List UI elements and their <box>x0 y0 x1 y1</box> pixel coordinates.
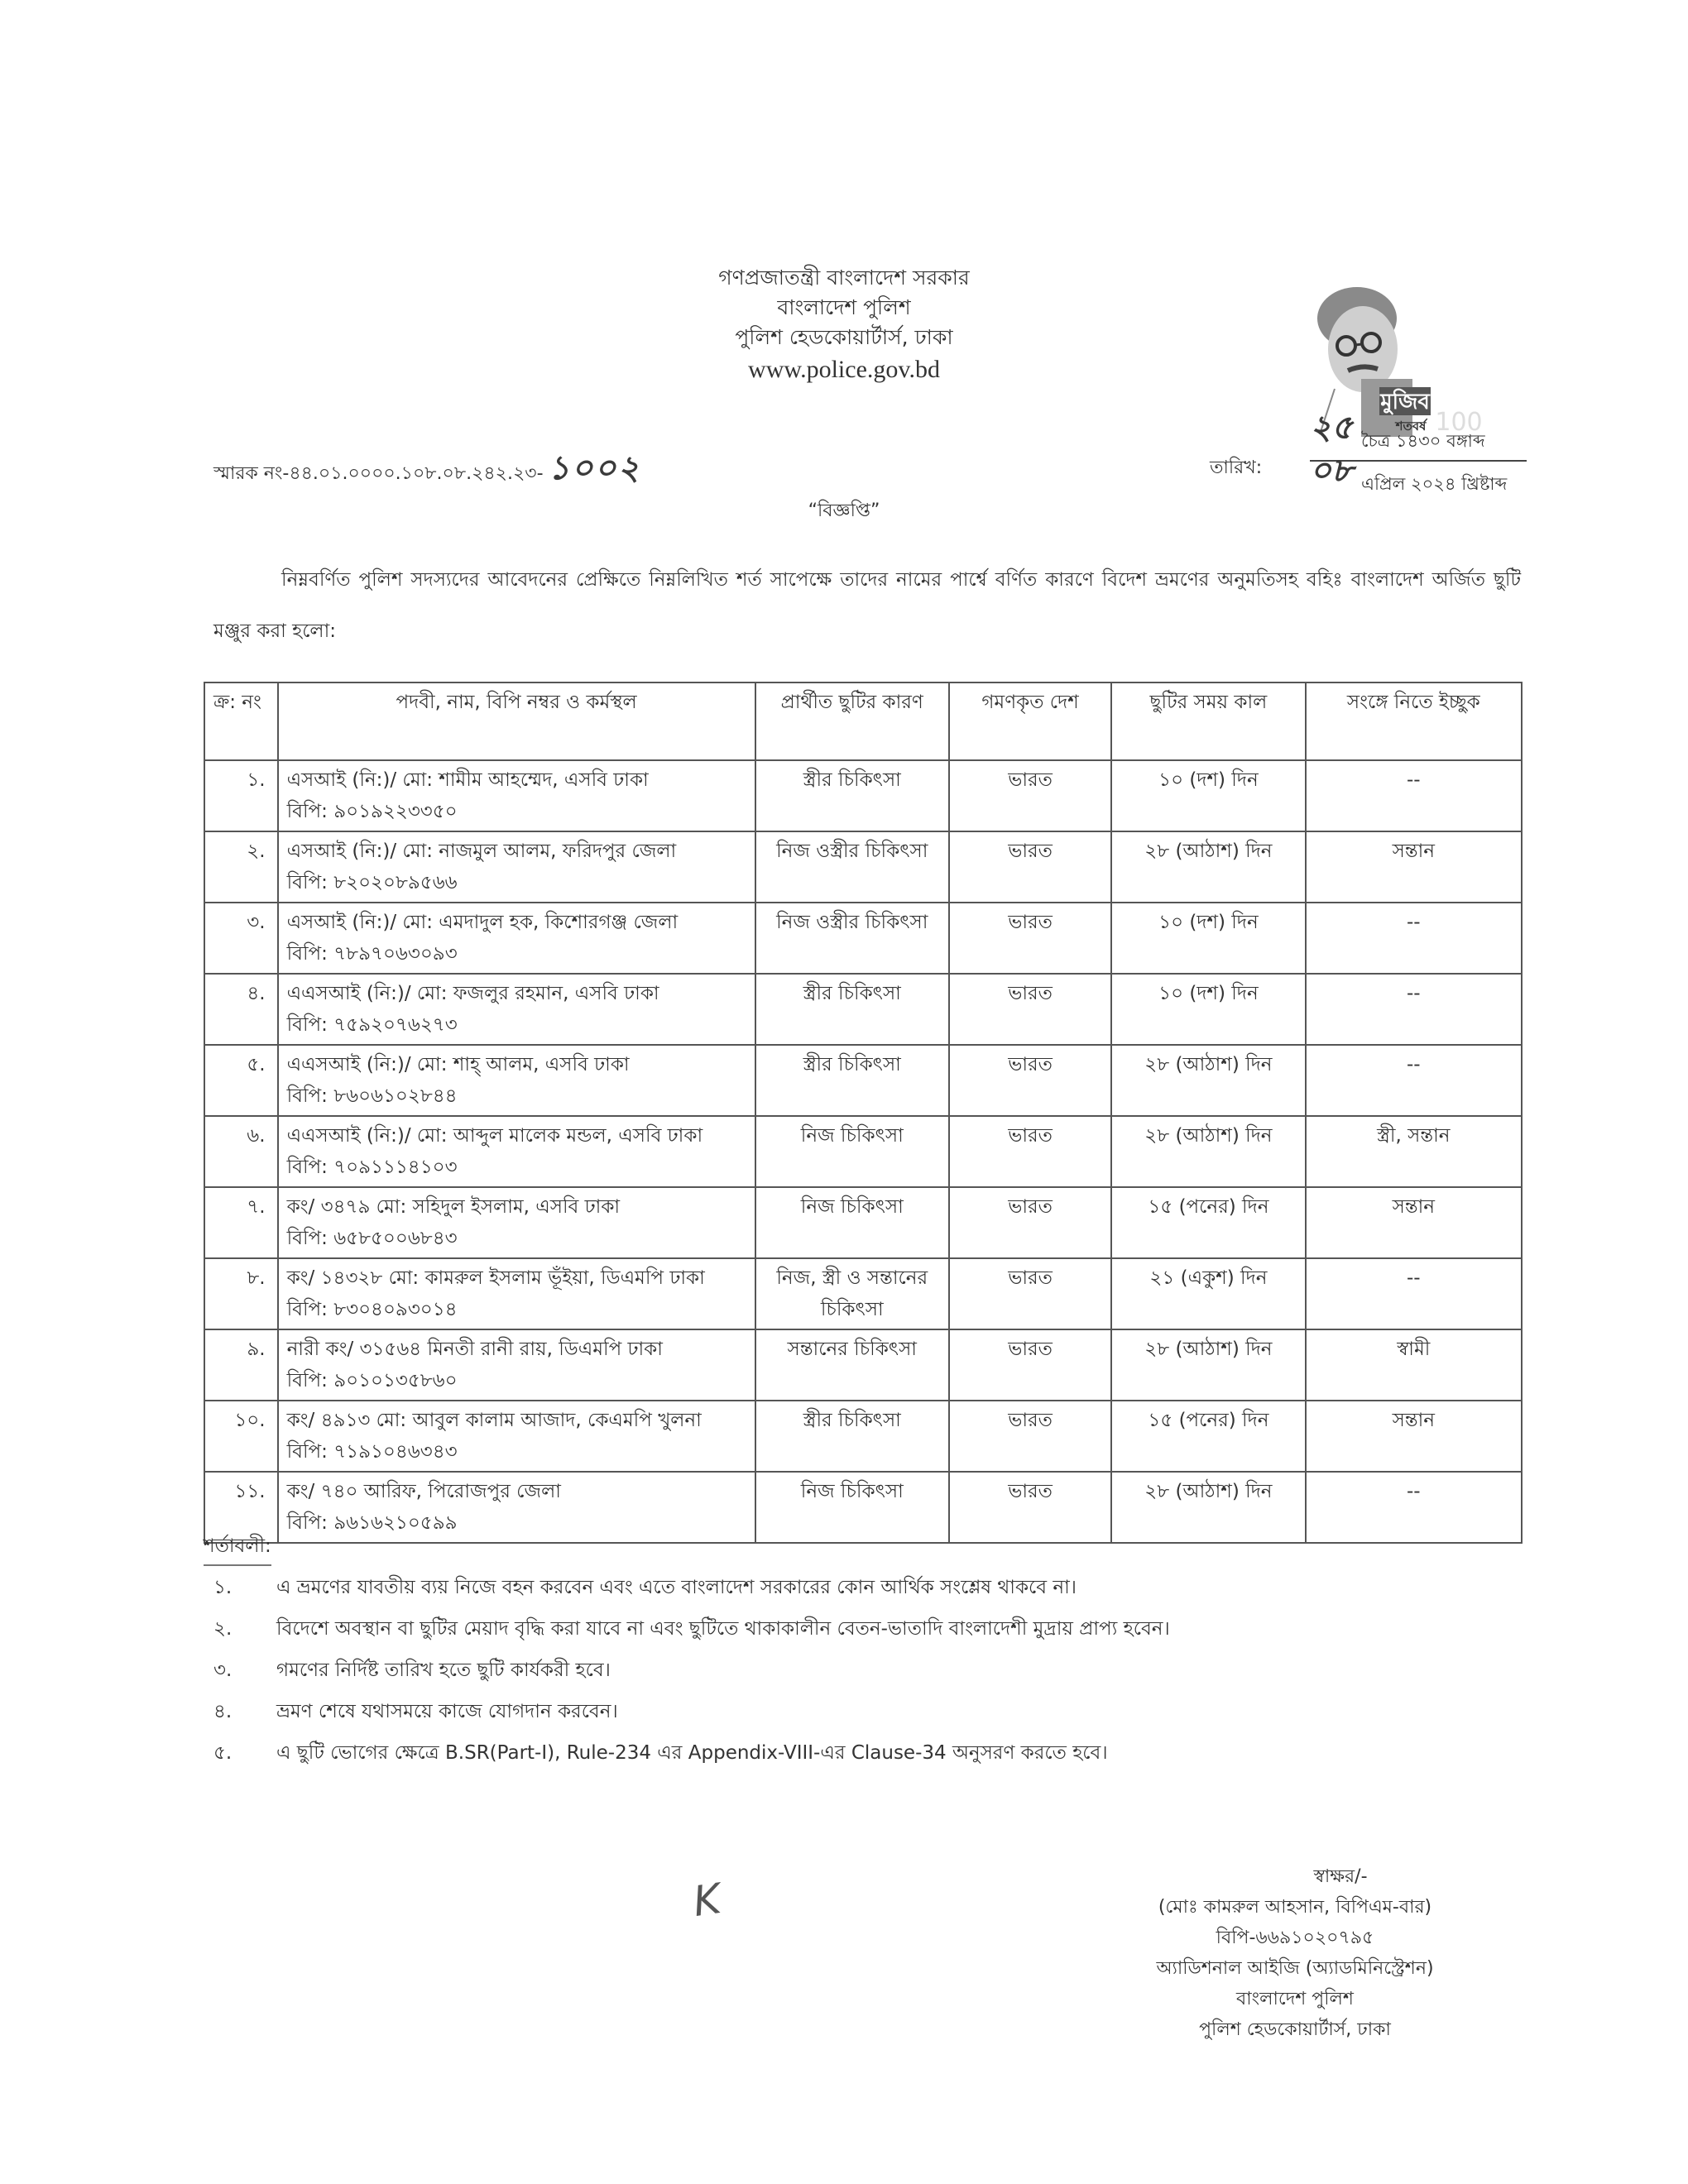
table-row <box>204 1401 1522 1472</box>
signatory-org: বাংলাদেশ পুলিশ <box>1236 1989 1354 2009</box>
cell-reason <box>755 1187 949 1258</box>
leave-period: ২৮ (আঠাশ) দিন <box>1144 1054 1273 1075</box>
office-name: পুলিশ হেডকোয়ার্টার্স, ঢাকা <box>735 325 953 349</box>
leave-period: ২৮ (আঠাশ) দিন <box>1144 1339 1273 1360</box>
leave-reason: স্ত্রীর চিকিৎসা <box>803 1410 901 1431</box>
member-name: এসআই (নি:)/ মো: নাজমুল আলম, ফরিদপুর জেলা <box>286 841 677 862</box>
logo-text-num: 100 <box>1435 408 1483 437</box>
conditions-list <box>213 1567 1554 1774</box>
cell-country <box>949 1472 1111 1543</box>
leave-reason: নিজ ওস্ত্রীর চিকিৎসা <box>776 841 928 862</box>
english-date <box>1310 452 1527 500</box>
govt-name: গণপ্রজাতন্ত্রী বাংলাদেশ সরকার <box>718 266 970 290</box>
cell-period <box>1111 903 1305 974</box>
destination-country: ভারত <box>1008 1410 1053 1431</box>
member-name: এসআই (নি:)/ মো: শামীম আহম্মেদ, এসবি ঢাকা <box>286 769 649 791</box>
signatory-bp: বিপি-৬৬৯১০২০৭৯৫ <box>1216 1928 1374 1948</box>
companion: স্বামী <box>1397 1339 1431 1360</box>
cell-name <box>278 974 755 1045</box>
cell-companion <box>1306 1401 1522 1472</box>
cell-serial <box>204 1401 278 1472</box>
member-bp: বিপি: ৯০১০১৩৫৮৬০ <box>286 1370 458 1391</box>
cell-companion <box>1306 1258 1522 1329</box>
companion: সন্তান <box>1392 1410 1436 1431</box>
cell-name <box>278 1116 755 1187</box>
cell-name <box>278 1258 755 1329</box>
memo-prefix: স্মারক নং-৪৪.০১.০০০০.১০৮.০৮.২৪২.২৩- <box>213 463 544 484</box>
leave-reason: স্ত্রীর চিকিৎসা <box>803 1054 901 1075</box>
destination-country: ভারত <box>1008 1054 1053 1075</box>
condition-number: ২. <box>213 1618 233 1640</box>
companion: স্ত্রী, সন্তান <box>1377 1125 1451 1147</box>
leave-period: ১০ (দশ) দিন <box>1158 912 1259 933</box>
cell-name <box>278 760 755 831</box>
table-row <box>204 974 1522 1045</box>
member-name: এএসআই (নি:)/ মো: আব্দুল মালেক মন্ডল, এসবি ঢাকা <box>286 1125 703 1147</box>
signatory-name: (মোঃ কামরুল আহসান, বিপিএম-বার) <box>1158 1897 1432 1918</box>
memo-handwritten-number: ১০০২ <box>548 449 641 487</box>
serial-number: ৭. <box>247 1196 266 1218</box>
member-bp: বিপি: ৬৫৮৫০০৬৮৪৩ <box>286 1228 458 1249</box>
cell-period <box>1111 1258 1305 1329</box>
cell-name <box>278 831 755 903</box>
table-row <box>204 760 1522 831</box>
cell-period <box>1111 1329 1305 1401</box>
header-reason: প্রার্থীত ছুটির কারণ <box>755 682 949 760</box>
leave-period: ১০ (দশ) দিন <box>1158 769 1259 791</box>
cell-companion <box>1306 1472 1522 1543</box>
serial-number: ১১. <box>234 1481 266 1502</box>
cell-period <box>1111 1187 1305 1258</box>
cell-name <box>278 1401 755 1472</box>
leave-period: ১৫ (পনের) দিন <box>1148 1410 1269 1431</box>
leave-reason: নিজ ওস্ত্রীর চিকিৎসা <box>776 912 928 933</box>
english-date-rest: এপ্রিল ২০২৪ খ্রিষ্টাব্দ <box>1360 474 1508 494</box>
website-link[interactable]: www.police.gov.bd <box>748 356 940 383</box>
cell-companion <box>1306 831 1522 903</box>
cell-country <box>949 974 1111 1045</box>
cell-reason <box>755 1045 949 1116</box>
leave-reason: নিজ চিকিৎসা <box>800 1196 904 1218</box>
cell-country <box>949 831 1111 903</box>
cell-reason <box>755 760 949 831</box>
serial-number: ১০. <box>234 1410 266 1431</box>
cell-period <box>1111 760 1305 831</box>
cell-companion <box>1306 760 1522 831</box>
header-country: গমণকৃত দেশ <box>949 682 1111 760</box>
leave-period: ২৮ (আঠাশ) দিন <box>1144 841 1273 862</box>
cell-reason <box>755 903 949 974</box>
member-bp: বিপি: ৭৫৯২০৭৬২৭৩ <box>286 1014 458 1036</box>
date-label: তারিখ: <box>1210 457 1263 478</box>
condition-number: ৫. <box>213 1742 233 1764</box>
member-bp: বিপি: ৮৩০৪০৯৩০১৪ <box>286 1299 458 1320</box>
cell-serial <box>204 1045 278 1116</box>
leave-period: ১০ (দশ) দিন <box>1158 983 1259 1004</box>
table-header-row <box>204 682 1522 760</box>
header-period: ছুটির সময় কাল <box>1111 682 1305 760</box>
condition-text: এ ছুটি ভোগের ক্ষেত্রে B.SR(Part-I), Rule-234 এর Appendix-VIII-এর Clause-34 অনুসরণ করতে হবে। <box>276 1742 1108 1764</box>
companion: -- <box>1407 769 1421 791</box>
english-date-day: ০৮ <box>1310 452 1353 490</box>
companion: -- <box>1407 1267 1421 1289</box>
serial-number: ৫. <box>247 1054 266 1075</box>
companion: সন্তান <box>1392 841 1436 862</box>
cell-reason <box>755 831 949 903</box>
cell-reason <box>755 1116 949 1187</box>
companion: -- <box>1407 1054 1421 1075</box>
header-companion: সংঙ্গে নিতে ইচ্ছুক <box>1306 682 1522 760</box>
logo-text-main: মুজিব <box>1380 390 1430 414</box>
cell-country <box>949 903 1111 974</box>
serial-number: ২. <box>247 841 266 862</box>
table-row <box>204 1329 1522 1401</box>
condition-number: ১. <box>213 1577 233 1598</box>
table-row <box>204 1116 1522 1187</box>
table-row <box>204 1187 1522 1258</box>
serial-number: ৩. <box>247 912 266 933</box>
cell-reason <box>755 1258 949 1329</box>
cell-name <box>278 1187 755 1258</box>
condition-text: এ ভ্রমণের যাবতীয় ব্যয় নিজে বহন করবেন এবং এতে বাংলাদেশ সরকারের কোন আর্থিক সংশ্লেষ থাকবে না। <box>276 1577 1077 1598</box>
cell-country <box>949 1258 1111 1329</box>
cell-country <box>949 1329 1111 1401</box>
intro-paragraph: নিম্নবর্ণিত পুলিশ সদস্যদের আবেদনের প্রেক্ষিতে নিম্নলিখিত শর্ত সাপেক্ষে তাদের নামের পার্শ্বে বর্ণিত কারণে বিদেশ ভ্রমণের অনুমতিসহ বহিঃ বাংলাদেশ অর্জিত ছুটি মঞ্জুর করা হলো: <box>213 569 1521 642</box>
serial-number: ৪. <box>247 983 266 1004</box>
conditions-title: শর্তাবলী: <box>204 1530 271 1566</box>
cell-period <box>1111 974 1305 1045</box>
bangla-date-day: ২৫ <box>1310 409 1353 447</box>
leave-reason: স্ত্রীর চিকিৎসা <box>803 769 901 791</box>
cell-name <box>278 903 755 974</box>
org-name: বাংলাদেশ পুলিশ <box>777 295 911 319</box>
destination-country: ভারত <box>1008 1267 1053 1289</box>
condition-text: গমণের নির্দিষ্ট তারিখ হতে ছুটি কার্যকরী হবে। <box>276 1660 611 1681</box>
leave-reason: নিজ, স্ত্রী ও সন্তানের চিকিৎসা <box>776 1267 928 1320</box>
condition-text: বিদেশে অবস্থান বা ছুটির মেয়াদ বৃদ্ধি করা যাবে না এবং ছুটিতে থাকাকালীন বেতন-ভাতাদি বাংলাদেশী মুদ্রায় প্রাপ্য হবেন। <box>276 1618 1170 1640</box>
cell-companion <box>1306 1329 1522 1401</box>
bangla-date-rest: চৈত্র ১৪৩০ বঙ্গাব্দ <box>1360 431 1485 451</box>
cell-name <box>278 1472 755 1543</box>
cell-period <box>1111 831 1305 903</box>
cell-country <box>949 1045 1111 1116</box>
serial-number: ৯. <box>247 1339 266 1360</box>
condition-item <box>213 1567 1554 1608</box>
serial-number: ১. <box>247 769 266 791</box>
table-row <box>204 831 1522 903</box>
member-bp: বিপি: ৮২০২০৮৯৫৬৬ <box>286 872 458 893</box>
leave-period: ২৮ (আঠাশ) দিন <box>1144 1125 1273 1147</box>
leave-period: ২৮ (আঠাশ) দিন <box>1144 1481 1273 1502</box>
condition-item <box>213 1650 1554 1691</box>
cell-serial <box>204 903 278 974</box>
table-row <box>204 903 1522 974</box>
date-block <box>1310 409 1527 500</box>
destination-country: ভারত <box>1008 1125 1053 1147</box>
signatory-designation: অ্যাডিশনাল আইজি (অ্যাডমিনিস্ট্রেশন) <box>1156 1958 1434 1979</box>
destination-country: ভারত <box>1008 912 1053 933</box>
cell-companion <box>1306 1187 1522 1258</box>
cell-country <box>949 1116 1111 1187</box>
destination-country: ভারত <box>1008 983 1053 1004</box>
cell-serial <box>204 974 278 1045</box>
cell-period <box>1111 1472 1305 1543</box>
destination-country: ভারত <box>1008 1339 1053 1360</box>
member-bp: বিপি: ৭১৯১০৪৬৩৪৩ <box>286 1441 458 1463</box>
member-bp: বিপি: ৯০১৯২২৩৩৫০ <box>286 801 458 822</box>
member-name: নারী কং/ ৩১৫৬৪ মিনতী রানী রায়, ডিএমপি ঢাকা <box>286 1339 663 1360</box>
cell-period <box>1111 1045 1305 1116</box>
cell-serial <box>204 1329 278 1401</box>
condition-text: ভ্রমণ শেষে যথাসময়ে কাজে যোগদান করবেন। <box>276 1701 618 1722</box>
condition-item <box>213 1732 1554 1774</box>
condition-item <box>213 1608 1554 1650</box>
cell-companion <box>1306 1045 1522 1116</box>
leave-period: ২১ (একুশ) দিন <box>1149 1267 1268 1289</box>
member-name: এসআই (নি:)/ মো: এমদাদুল হক, কিশোরগঞ্জ জেলা <box>286 912 679 933</box>
leave-reason: নিজ চিকিৎসা <box>800 1481 904 1502</box>
member-name: কং/ ৩৪৭৯ মো: সহিদুল ইসলাম, এসবি ঢাকা <box>286 1196 621 1218</box>
destination-country: ভারত <box>1008 769 1053 791</box>
serial-number: ৬. <box>247 1125 266 1147</box>
cell-reason <box>755 1472 949 1543</box>
cell-reason <box>755 1329 949 1401</box>
cell-serial <box>204 1258 278 1329</box>
member-bp: বিপি: ৭০৯১১১৪১০৩ <box>286 1157 458 1178</box>
member-name: এএসআই (নি:)/ মো: শাহ্ আলম, এসবি ঢাকা <box>286 1054 630 1075</box>
cell-country <box>949 1187 1111 1258</box>
table-row <box>204 1472 1522 1543</box>
cell-serial <box>204 1116 278 1187</box>
cell-country <box>949 760 1111 831</box>
member-bp: বিপি: ৯৬১৬২১০৫৯৯ <box>286 1512 458 1534</box>
condition-number: ৪. <box>213 1701 233 1722</box>
cell-country <box>949 1401 1111 1472</box>
cell-reason <box>755 974 949 1045</box>
signatory-office: পুলিশ হেডকোয়ার্টার্স, ঢাকা <box>1199 2019 1391 2040</box>
companion: -- <box>1407 912 1421 933</box>
condition-item <box>213 1691 1554 1732</box>
signature-block <box>1101 1861 1489 2045</box>
member-name: কং/ ৪৯১৩ মো: আবুল কালাম আজাদ, কেএমপি খুলনা <box>286 1410 702 1431</box>
cell-companion <box>1306 903 1522 974</box>
leave-period: ১৫ (পনের) দিন <box>1148 1196 1269 1218</box>
companion: -- <box>1407 983 1421 1004</box>
notice-title: “বিজ্ঞপ্তি” <box>808 500 880 521</box>
table-row <box>204 1045 1522 1116</box>
destination-country: ভারত <box>1008 1196 1053 1218</box>
leave-table <box>204 682 1523 1544</box>
member-bp: বিপি: ৭৮৯৭০৬৩০৯৩ <box>286 943 458 965</box>
serial-number: ৮. <box>247 1267 266 1289</box>
cell-serial <box>204 760 278 831</box>
member-bp: বিপি: ৮৬০৬১০২৮৪৪ <box>286 1085 458 1107</box>
cell-companion <box>1306 1116 1522 1187</box>
member-name: কং/ ৭৪০ আরিফ, পিরোজপুর জেলা <box>286 1481 561 1502</box>
companion: সন্তান <box>1392 1196 1436 1218</box>
leave-reason: নিজ চিকিৎসা <box>800 1125 904 1147</box>
cell-companion <box>1306 974 1522 1045</box>
logo-text-sub: শতবর্ষ <box>1395 419 1427 433</box>
destination-country: ভারত <box>1008 1481 1053 1502</box>
handwritten-initial: K <box>690 1875 724 1926</box>
cell-name <box>278 1045 755 1116</box>
header-name: পদবী, নাম, বিপি নম্বর ও কর্মস্থল <box>278 682 755 760</box>
signed-mark: স্বাক্ষর/- <box>1313 1866 1368 1887</box>
cell-serial <box>204 1187 278 1258</box>
member-name: কং/ ১৪৩২৮ মো: কামরুল ইসলাম ভূঁইয়া, ডিএমপি ঢাকা <box>286 1267 705 1289</box>
cell-period <box>1111 1116 1305 1187</box>
member-name: এএসআই (নি:)/ মো: ফজলুর রহমান, এসবি ঢাকা <box>286 983 659 1004</box>
memo-number <box>213 442 641 497</box>
cell-period <box>1111 1401 1305 1472</box>
destination-country: ভারত <box>1008 841 1053 862</box>
leave-reason: স্ত্রীর চিকিৎসা <box>803 983 901 1004</box>
condition-number: ৩. <box>213 1660 233 1681</box>
leave-reason: সন্তানের চিকিৎসা <box>787 1339 917 1360</box>
companion: -- <box>1407 1481 1421 1502</box>
cell-name <box>278 1329 755 1401</box>
header-serial: ক্র: নং <box>204 682 278 760</box>
table-row <box>204 1258 1522 1329</box>
cell-reason <box>755 1401 949 1472</box>
cell-serial <box>204 831 278 903</box>
